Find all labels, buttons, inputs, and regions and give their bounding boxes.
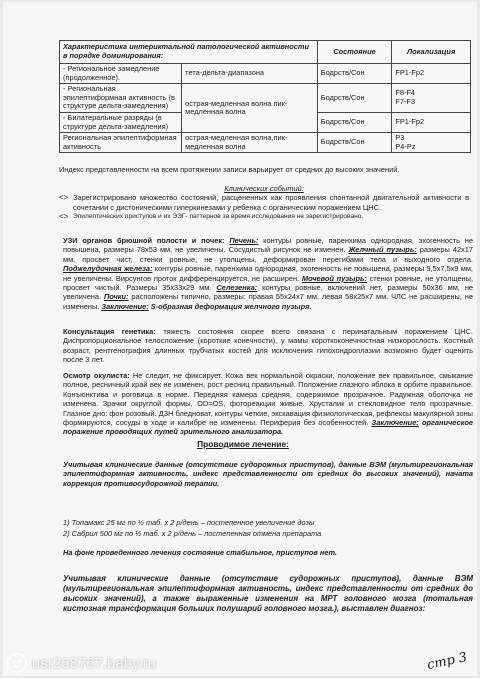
- spleen-label: Селезенка:: [216, 283, 258, 293]
- spleen-text: контуры ровные, включений нет, размеры 50х36 мм, не увеличена.: [63, 283, 474, 302]
- table-header-row: [60, 41, 471, 64]
- table-header-characteristic: Характеристика интериктальной патологической активности в порядке доминирования:: [60, 41, 318, 64]
- oculist-conclusion-text: органическое поражение проводящих путей зрительного анализатора.: [63, 418, 473, 437]
- diamond-bullet-icon: <>: [59, 193, 69, 203]
- pancreas-text: контуры ровные, паренхима однородная, эхогенность не повышена, размеры 9,5х7,5х9 мм, не увеличены. Вирсунгов проток дифференцируется, не расширен.: [63, 264, 473, 283]
- bladder-label: Мочевой пузырь:: [301, 273, 367, 283]
- table-cell: тета-дельта-диапазона: [182, 64, 318, 84]
- table-row: [60, 84, 471, 113]
- table-cell: Бодрств/Сон: [317, 133, 392, 153]
- table-row: [60, 133, 471, 153]
- treatment-title: Проводимое лечение:: [197, 439, 289, 449]
- medication-list: [63, 517, 321, 539]
- kidneys-text: расположены типично, размеры: правая 55х24х7 мм, левая 58х25х7 мм. ЧЛС не расширены, не изменены.: [63, 292, 473, 311]
- table-cell: - Региональное замедление (продолженное).: [60, 64, 182, 84]
- document-page: [3, 2, 477, 676]
- clinical-item-text: Эпилептических приступов и их ЭЭГ- паттернов за время исследования не зарегистрировано.: [73, 213, 364, 221]
- oculist-section: [63, 371, 473, 437]
- diamond-bullet-icon: <>: [59, 212, 69, 222]
- table-cell: острая-медленная волна,пик-медленная волна: [182, 133, 318, 153]
- table-cell: FP1-Fp2: [392, 112, 471, 132]
- table-cell: острая-медленная волна пик-медленная волна: [182, 84, 318, 133]
- list-item: [59, 212, 469, 221]
- uzi-conclusion-label: Заключение:: [101, 301, 149, 311]
- pancreas-label: Поджелудочная железа:: [63, 264, 153, 274]
- table-row: [60, 64, 471, 84]
- oculist-heading: Осмотр окулиста:: [63, 371, 130, 380]
- table-cell: P3 P4-Pz: [392, 133, 471, 153]
- table-cell: Региональная эпилептиформная активность: [60, 133, 182, 153]
- stable-state-note: На фоне проведенного лечения состояние стабильное, приступов нет.: [63, 548, 337, 557]
- list-item: 1) Топамакс 25 мг по ½ таб. х 2 р/день – постепенное увеличение дозы: [63, 518, 315, 527]
- page-number: стр 3: [425, 649, 469, 674]
- clinical-events-heading: Клинических событий:: [224, 184, 304, 193]
- treatment-intro: Учитывая клинические данные (отсутствие судорожных приступов), данные ВЭМ (мультирегиональная эпилептиформная активность, индекс представленности от средних до высоких значений), начата коррекция противосудорожной терапии.: [63, 460, 473, 488]
- table-cell: - Региональная эпилептиформная активность (в структуре дельта-замедления): [60, 84, 182, 113]
- watermark: [6, 652, 156, 674]
- genetics-heading: Консультация генетика:: [63, 327, 156, 336]
- list-item: [59, 193, 469, 212]
- index-note: Индекс представленности на всем протяжении записи варьирует от средних до высоких значений.: [59, 165, 400, 174]
- uzi-conclusion-text: S-образная деформация желчного пузыря.: [150, 301, 312, 311]
- kidneys-label: Почки:: [103, 292, 129, 302]
- gallbladder-label: Желчный пузырь:: [348, 245, 417, 255]
- table-header-localization: Локализация: [392, 41, 471, 64]
- diagnosis-intro: Учитывая клинические данные (отсутствие судорожных приступов), данные ВЭМ (мультирегиональная эпилептиформная активность, индекс представленности от средних до высоких значений), а также выраженные изменения на МРТ головного мозга (тотальная кистозная трансформация больших полушарий головного мозга.), выставлен диагноз:: [63, 574, 473, 613]
- clinical-events-section: [59, 184, 469, 222]
- table-cell: Бодрств/Сон: [317, 84, 392, 113]
- bladder-text: стенки ровные, не утолщены, просвет чистый. Размеры 35х33х29 мм.: [63, 273, 473, 293]
- uzi-heading: УЗИ органов брюшной полости и почек:: [63, 236, 225, 245]
- baby-logo-icon: [6, 652, 28, 674]
- clinical-item-text: Зарегистрировано множество состояний, расцененных как проявления спонтанной двигательной активности в сочетании с дистоническими гиперкинезами у ребенка с органическим поражением ЦНС.: [73, 193, 469, 212]
- genetics-text: тяжесть состояния скорее всего связана с перинатальным поражением ЦНС. Диспропорциональное телосложение (короткие конечности), у мамы короткоконечностная низкорослость. Костный возраст, рентгенография длинных трубчатых костей для исключения гипохондроплазии возможно будет оценить после 3 лет.: [63, 327, 473, 365]
- ultrasound-section: [63, 236, 473, 311]
- table-cell: Бодрств/Сон: [317, 64, 392, 84]
- gallbladder-text: размеры 42х17 мм, просвет чист, стенки ровные, не утолщены, деформирован перегибами тела и выходного отдела.: [63, 245, 473, 264]
- eeg-activity-table: [59, 40, 471, 153]
- list-item: 2) Сабрил 500 мг по ½ таб. х 2 р/день – постепенная отмена препарата: [63, 529, 322, 538]
- genetics-section: [63, 327, 473, 365]
- table-cell: Бодрств/Сон: [317, 112, 392, 132]
- oculist-text: Не следит, не фиксирует. Кожа век нормальной окраски, положение век правильное, смыкание полное, ресничный край век не изменен, рост ресниц правильный. Положение глазного яблока в орбите правильное. Конъюнктива и роговица в норме. Передняя камера средняя, содержимое прозрачное. Радужная оболочка не изменена. Зрачки округлой формы, OD=OS, фотореакции живые. Хрусталик и стекловидное тело прозрачные. Глазное дно: фон розовый. ДЗН бледноват, контуры четкие, экскавация физиологическая, рефлексы макулярной зоны формируются, сосуды в ходе и калибре не изменены. Периферия без особенностей.: [63, 371, 473, 428]
- table-cell: FP1-Fp2: [392, 64, 471, 84]
- liver-label: Печень:: [229, 236, 259, 245]
- liver-text: контуры ровные, паренхима однородная, эхогенность не повышена, размеры 78х53 мм, не увеличены. Сосудистый рисунок не изменен.: [63, 236, 473, 255]
- oculist-conclusion-label: Заключение:: [371, 418, 419, 428]
- table-header-state: Состояние: [317, 41, 392, 64]
- table-cell: - Билатеральные разряды (в структуре дельта-замедления): [60, 112, 182, 132]
- watermark-text: usr268767.baby.ru: [32, 654, 156, 672]
- table-cell: F8-F4 F7-F3: [392, 84, 471, 113]
